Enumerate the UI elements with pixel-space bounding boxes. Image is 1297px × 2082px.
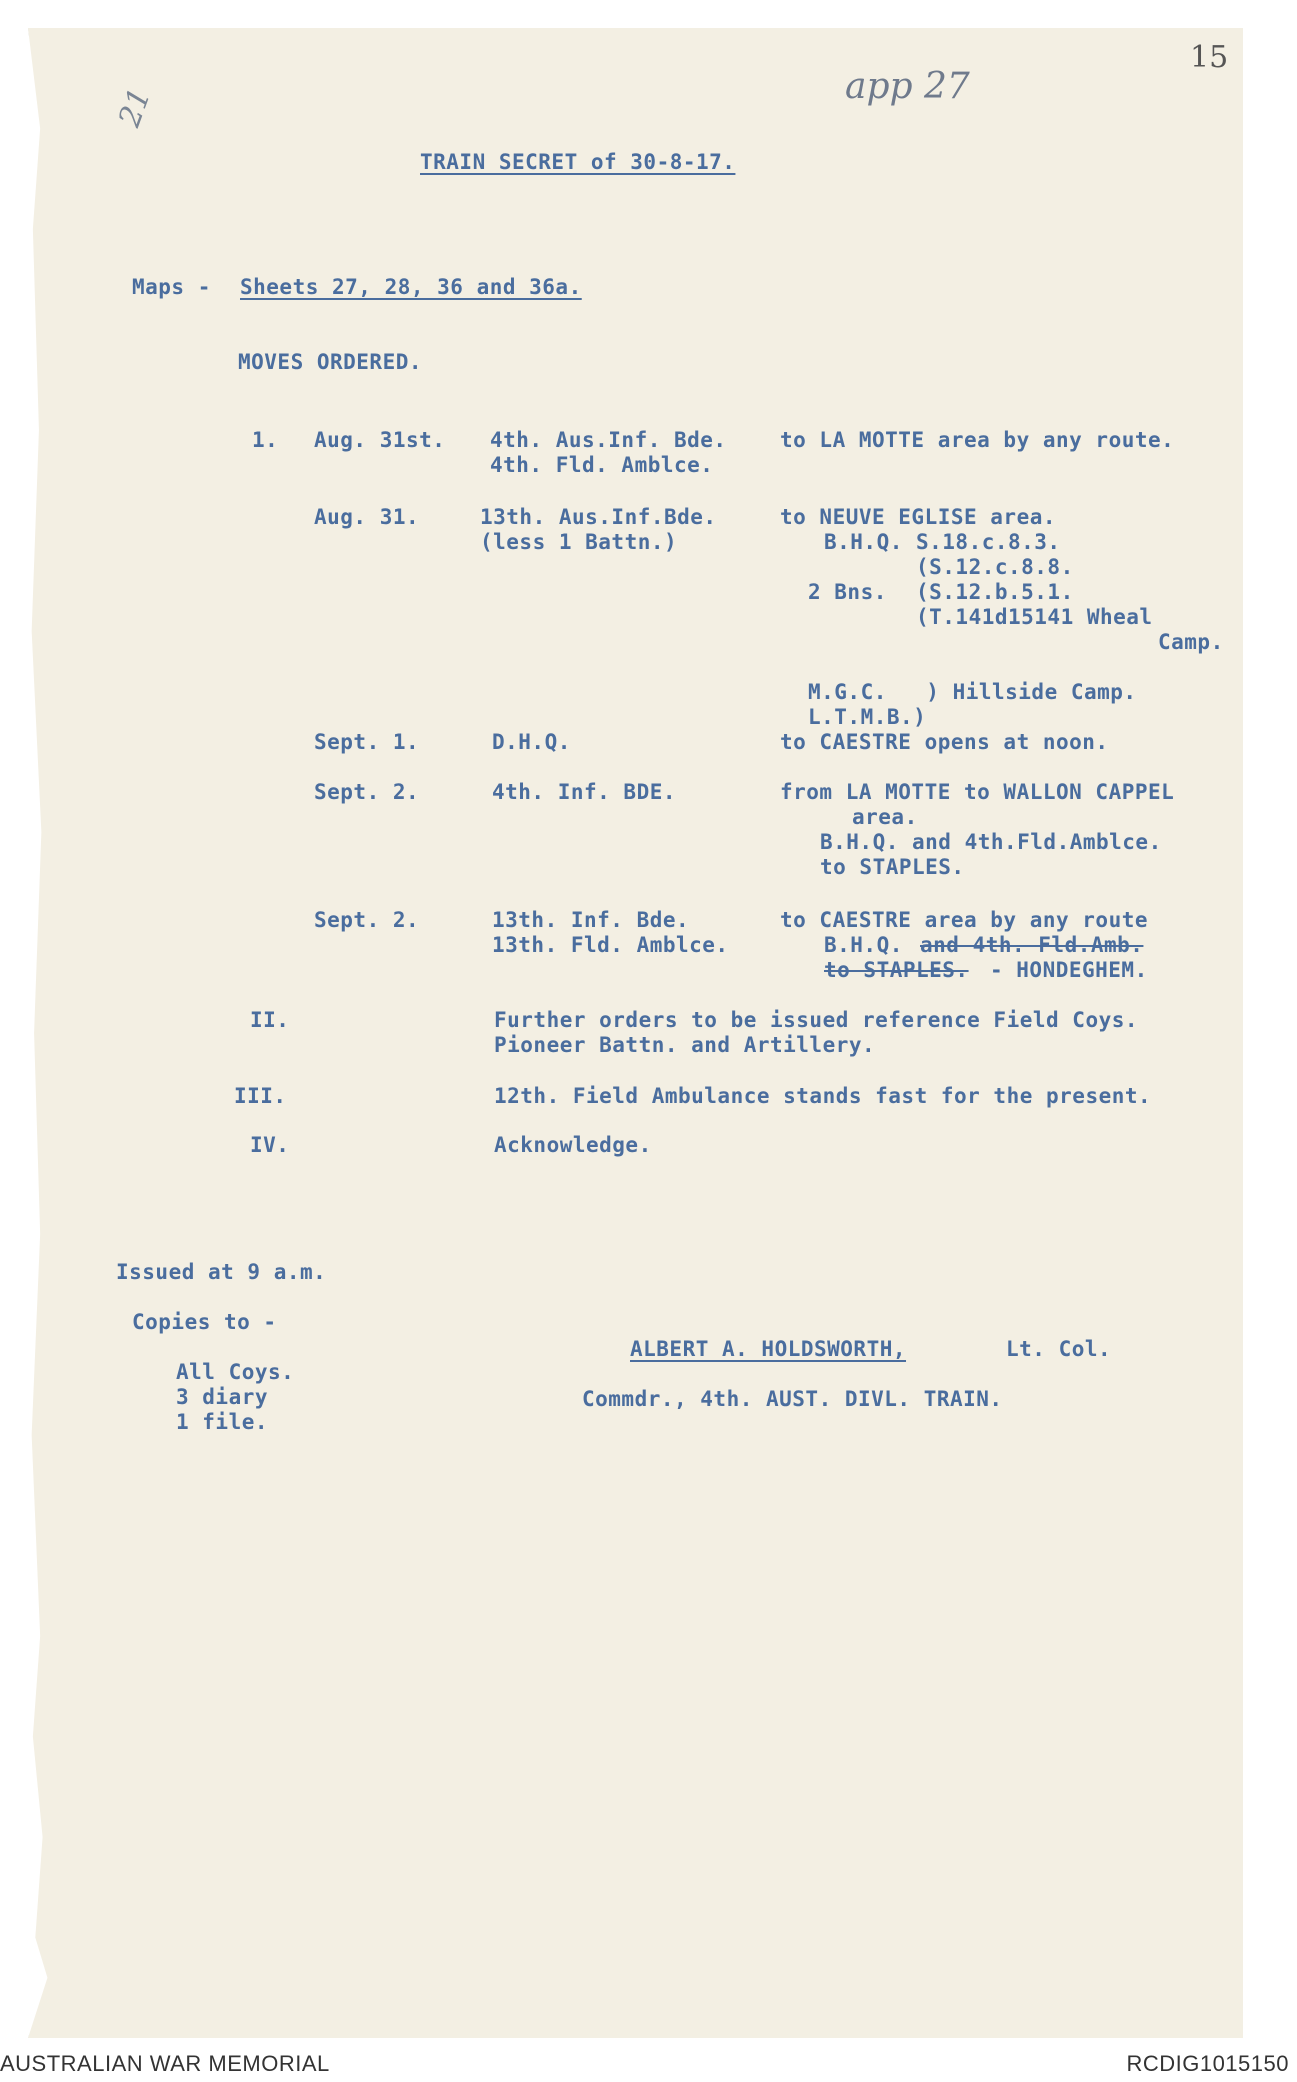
section-1-number: 1. [252, 428, 279, 452]
moves-heading: MOVES ORDERED. [238, 350, 423, 374]
row2-loc3: (T.141d15141 Wheal [916, 605, 1153, 629]
row5-dest3-b: - HONDEGHEM. [990, 958, 1148, 982]
row3-date: Sept. 1. [314, 730, 420, 754]
row3-unit: D.H.Q. [492, 730, 571, 754]
row2-date: Aug. 31. [314, 505, 420, 529]
row4-dest3: B.H.Q. and 4th.Fld.Amblce. [820, 830, 1162, 854]
row5-dest2-a: B.H.Q. [824, 933, 917, 957]
footer-archive-name: AUSTRALIAN WAR MEMORIAL [0, 2051, 330, 2076]
maps-label: Maps - [132, 275, 211, 299]
row5-dest2-struck: and 4th. Fld.Amb. [920, 933, 1144, 957]
row2-unit2: (less 1 Battn.) [480, 530, 678, 554]
section-4-line1: Acknowledge. [494, 1133, 652, 1157]
copies-label: Copies to - [132, 1310, 277, 1334]
row1-dest: to LA MOTTE area by any route. [780, 428, 1175, 452]
row3-dest: to CAESTRE opens at noon. [780, 730, 1109, 754]
section-3-line1: 12th. Field Ambulance stands fast for the present. [494, 1084, 1152, 1108]
section-4-number: IV. [250, 1133, 290, 1157]
row4-dest4: to STAPLES. [820, 855, 965, 879]
row2-bns-label: 2 Bns. [808, 580, 887, 604]
section-2-line2: Pioneer Battn. and Artillery. [494, 1033, 876, 1057]
signature-name: ALBERT A. HOLDSWORTH, [630, 1337, 907, 1361]
handwritten-appendix-ref: app 27 [845, 66, 970, 107]
maps-sheets: Sheets 27, 28, 36 and 36a. [240, 275, 582, 299]
row2-loc1: (S.12.c.8.8. [916, 555, 1074, 579]
signature-title: Commdr., 4th. AUST. DIVL. TRAIN. [582, 1387, 1003, 1411]
handwritten-page-ref: 21 [112, 83, 159, 132]
row2-loc2: (S.12.b.5.1. [916, 580, 1074, 604]
row1-unit2: 4th. Fld. Amblce. [490, 453, 714, 477]
row2-unit: 13th. Aus.Inf.Bde. [480, 505, 717, 529]
row1-unit: 4th. Aus.Inf. Bde. [490, 428, 727, 452]
footer-record-id: RCDIG1015150 [1126, 2051, 1289, 2076]
row5-unit2: 13th. Fld. Amblce. [492, 933, 729, 957]
row5-date: Sept. 2. [314, 908, 420, 932]
row2-bhq: B.H.Q. S.18.c.8.3. [824, 530, 1061, 554]
row2-camp: Camp. [1158, 630, 1224, 654]
row4-dest2: area. [852, 805, 918, 829]
copies-item: 1 file. [176, 1410, 269, 1434]
section-2-line1: Further orders to be issued reference Field Coys. [494, 1008, 1139, 1032]
row5-unit: 13th. Inf. Bde. [492, 908, 690, 932]
row2-dest: to NEUVE EGLISE area. [780, 505, 1057, 529]
copies-item: 3 diary [176, 1385, 269, 1409]
row5-dest: to CAESTRE area by any route [780, 908, 1149, 932]
row2-ltmb: L.T.M.B.) [808, 705, 927, 729]
row4-date: Sept. 2. [314, 780, 420, 804]
page-number: 15 [1190, 40, 1229, 75]
row4-unit: 4th. Inf. BDE. [492, 780, 677, 804]
row4-dest: from LA MOTTE to WALLON CAPPEL [780, 780, 1175, 804]
row1-date: Aug. 31st. [314, 428, 446, 452]
issued-time: Issued at 9 a.m. [116, 1260, 327, 1284]
row5-dest3-struck: to STAPLES. [824, 958, 969, 982]
signature-rank: Lt. Col. [1006, 1337, 1112, 1361]
copies-item: All Coys. [176, 1360, 295, 1384]
document-title: TRAIN SECRET of 30-8-17. [420, 150, 736, 174]
row2-mgc: M.G.C. ) Hillside Camp. [808, 680, 1137, 704]
section-3-number: III. [234, 1084, 287, 1108]
section-2-number: II. [250, 1008, 290, 1032]
